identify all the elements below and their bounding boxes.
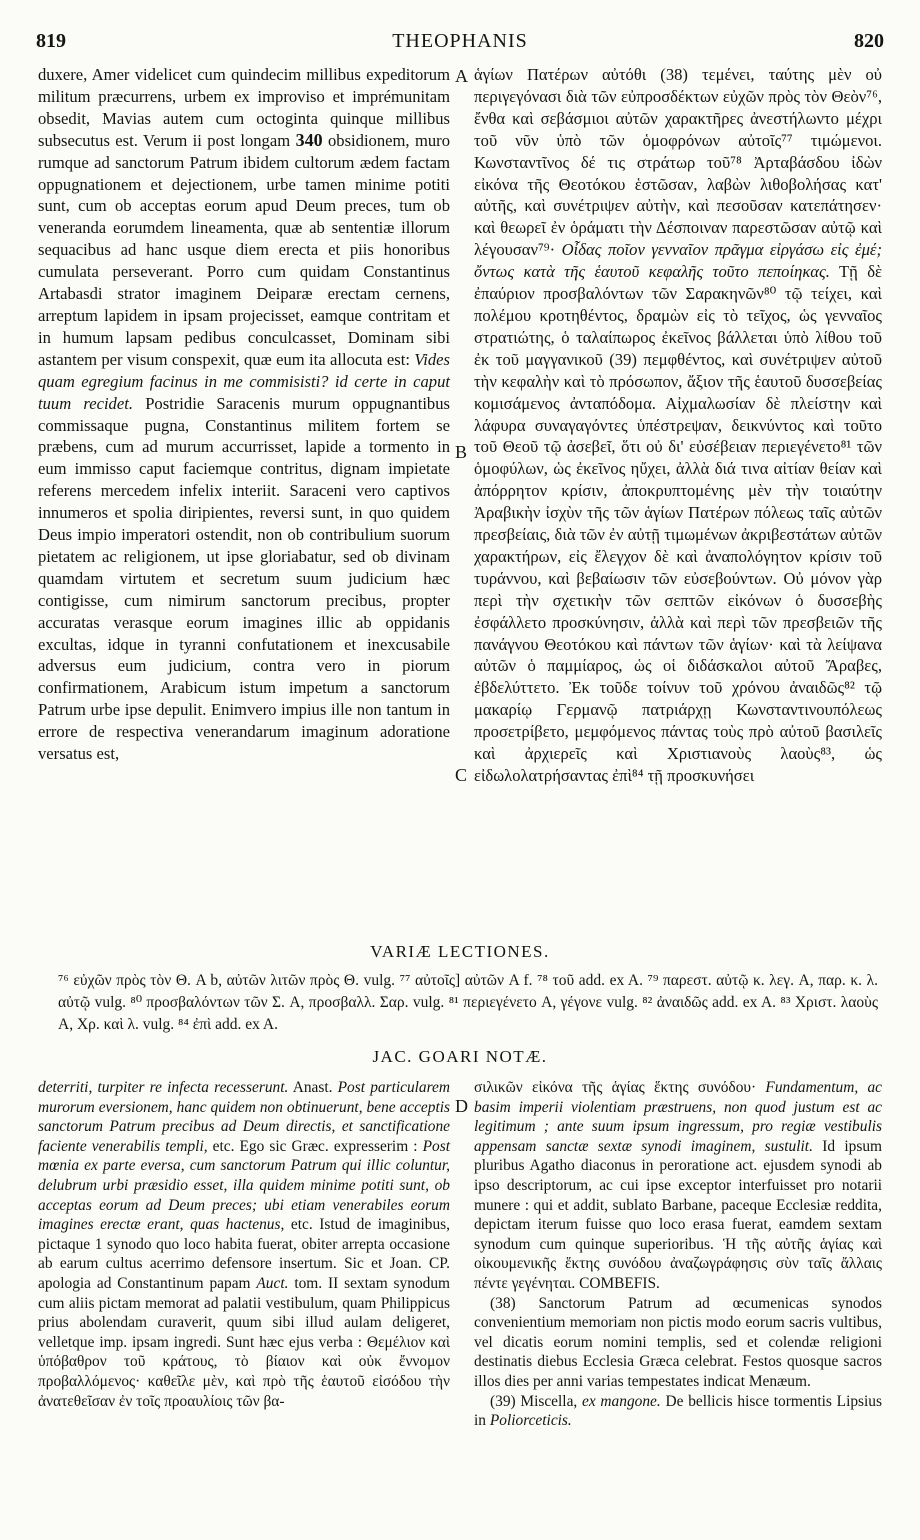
greek-text-2: Τῇ δὲ ἐπαύριον προσβαλόντων τῶν Σαρακηνῶν⁸⁰ τῷ τείχει, καὶ πολέμου κροτηθέντος, δραμὼν εἰς τὸ τεῖχος, ὡς γενναῖος στρατιώτης, ὁ ταλαίπωρος ἐκεῖνος βάλλεται ὑπὸ λίθου τοῦ ἐκ τοῦ μαγγανικοῦ (39) πεμφθέντος, καὶ συνέτριψεν αὐτοῦ τὴν κεφαλὴν καὶ τὸ πρόσωπον, ἄξιον τῆς ἑαυτοῦ δυσσεβείας κομισάμενος ἀνταπόδομα. Αἰχμαλωσίαν δὲ πλείστην καὶ λάφυρα συναγαγόντες ὑπέστρεψαν, δεικνύντος καὶ τοῦτο τοῦ Θεοῦ τῷ ἀσεβεῖ, ὅτι οὐ δι' εὐσέβειαν περιεγένετο⁸¹ τῶν ὁμοφύλων, ὡς ἐκεῖνος ηὔχει, ἀλλὰ διά τινα αἰτίαν θείαν καὶ ἀπόρρητον κρίσιν, ἀποκρυπτομένης μὲν τὴν τοιαύτην Ἀραβικὴν ἰσχὺν τῆς τῶν ἁγίων Πατέρων πόλεως ταῖς αὐτῶν πρεσβείαις, διὰ τῶν ἐν αὐτῇ τιμωμένων ἀκριβεστάτων αὐτῶν χαρακτήρων, εἰς ἔλεγχον δὲ καὶ ἀναπολόγητον κρίσιν τοῦ τυράννου, καὶ βεβαίωσιν τῶν εὐσεβούντων. Οὐ μόνον γὰρ περὶ τὴν σχετικὴν τῶν σεπτῶν εἰκόνων ὁ δυσσεβὴς ἐσφάλλετο προσκύνησιν, ἀλλὰ καὶ περὶ τῶν πρεσβειῶν τῆς πανάγνου Θεοτόκου καὶ πάντων τῶν ἁγίων· καὶ τὰ λείψανα αὐτῶν ὁ παμμίαρος, ὡς οἱ διδάσκαλοι αὐτοῦ Ἄραβες, ἐβδελύττετο. Ἐκ τοῦδε τοίνυν τοῦ χρόνου ἀναιδῶς⁸² τῷ μακαρίῳ Γερμανῷ πατριάρχῃ Κωνσταντινουπόλεως προσετρίβετο, μεμφόμενος πάντας τοὺς πρὸ αὐτοῦ βασιλεῖς καὶ ἀρχιερεῖς καὶ Χριστιανοὺς λαοὺς⁸³, ὡς εἰδωλολατρήσαντας ἐπὶ⁸⁴ τῇ προσκυνήσει [474,262,882,785]
note-italic-1: deterriti, turpiter re infecta recesserunt. [38,1079,289,1096]
note-39-italic: ex mangone. [582,1392,661,1410]
note-text-3: etc. Istud de imaginibus, pictaque 1 synodo quo loco habita fuerat, obiter arrepta occasione ab earum cultus acerrimo defensore insertum. Sic et Joan. CP. apologia ad Constantinum papam [38,1216,451,1292]
greek-paragraph [474,64,882,787]
page-number-right: 820 [854,30,884,52]
note-39-italic-2: Poliorceticis. [489,1412,572,1430]
notes-right-column [474,1078,882,1431]
note-38: (38) Sanctorum Patrum ad œcumenicas synodos convenientium memoriam non pictis modo eorum sacris vultibus, vel dicatis eorum nomini templis, sed et colendæ religioni destinatis diebus Ecclesia Græca celebrat. Festos quosque sacros illos dies per anni varias tempestates indicat Menæum. [474,1294,882,1390]
running-header [36,30,884,60]
margin-letter-d: D [455,1096,468,1116]
margin-page-number: 340 [295,129,323,150]
notes-left-column [38,1078,450,1411]
latin-quote: Vides quam egregium facinus in me commisisti? id certe in caput tuum recidet. [38,349,450,413]
note-signature: COMBEFIS. [579,1274,660,1292]
note-text-2: etc. Ego sic Græc. expresserim : [212,1137,418,1155]
note-right-italic: Fundamentum, ac basim imperii violentiam præstruens, non quod justum est ac legitimum ; ante suum ipsum ingressum, pro regiæ vestibulis appensam sanctæ sextæ synodi imaginem, sustulit. [474,1079,882,1155]
running-title: THEOPHANIS [392,30,528,52]
latin-column [38,64,450,765]
note-continued-right [474,1078,882,1294]
note-39-text-b: De bellicis hisce tormentis Lipsius in [474,1392,882,1430]
note-italic-3: Post mœnia ex parte eversa, cum sanctorum Patrum qui illic coluntur, delubrum urbi præsidio esset, illa quidem minime potiti sunt, ob acceptas eorum ad Deum preces; ubi etiam venerabiles eorum imagines erectæ erant, quas hactenus, [38,1137,450,1234]
margin-letter-a: A [455,66,468,86]
greek-quote: Οἶδας ποῖον γενναῖον πρᾶγμα εἰργάσω εἰς ἐμέ; ὄντως κατὰ τῆς ἑαυτοῦ κεφαλῆς τοῦτο πεποίηκας. [474,240,882,282]
variae-lectiones: ⁷⁶ εὐχῶν πρὸς τὸν Θ. A b, αὐτῶν λιτῶν πρὸς Θ. vulg. ⁷⁷ αὐτοῖς] αὐτῶν A f. ⁷⁸ τοῦ add. ex A. ⁷⁹ παρεστ. αὐτῷ κ. λεγ. A, παρ. κ. λ. αὐτῷ vulg. ⁸⁰ προσβαλόντων τῶν Σ. A, προσβαλλ. Σαρ. vulg. ⁸¹ περιεγένετο A, γέγονε vulg. ⁸² ἀναιδῶς add. ex A. ⁸³ Χριστ. λαοὺς A, Χρ. καὶ λ. vulg. ⁸⁴ ἐπὶ add. ex A. [58,972,878,1033]
page-number-left: 819 [36,30,66,52]
note-right-text-1: σιλικῶν εἰκόνα τῆς ἁγίας ἕκτης συνόδου· [474,1079,757,1096]
margin-letter-c: C [455,765,468,785]
greek-text-1: ἁγίων Πατέρων αὐτόθι (38) τεμένει, ταύτης μὲν οὐ περιγεγόνασι διὰ τῶν εὐπροσδέκτων εὐχῶν πρὸς τὸν Θεὸν⁷⁶, ἔνθα καὶ σεβάσμιοι αὐτῶν χαρακτῆρες ἀνεστήλωντο μέχρι τοῦ νῦν ὑπὸ τῶν ὁμοφρόνων αὐτοῖς⁷⁷ τιμώμενοι. Κωνσταντῖνος δέ τις στράτωρ τοῦ⁷⁸ Ἀρταβάσδου ἰδὼν εἰκόνα τῆς Θεοτόκου ἑστῶσαν, λαβὼν λιθοβολήσας κατ' αὐτῆς, καὶ συνέτριψεν αὐτὴν, καὶ πεσοῦσαν κατεπάτησεν· καὶ θεωρεῖ ἐν ὁράματι τὴν Δέσποιναν παρεστῶσαν αὐτῷ καὶ λέγουσαν⁷⁹· [474,65,882,260]
latin-text-3: Postridie Saracenis murum oppugnantibus commissaque pugna, Constantinus militem fortem se præbens, cum ad murum accurrisset, lapide a tormento in eum immisso caput faciemque contritus, dignam impietate referens mercedem infelix interiit. Saraceni vero captivos innumeros et spolia diripientes, reversi sunt, in quo quidem Deus impio imperatori ostendit, non ob contribulium suorum pietatem ac religionem, ut ipse gloriabatur, sed ob divinam quamdam virtutem et secretum suum judicium hæc contigisse, cum nimirum sanctorum precibus, propter accuratas verasque eorum imagines illic ab oppidanis excultas, idque in tyranni confutationem et inexcusabile adversus eum judicium, contra vero in piorum confirmationem, Arabicum istum impetum a sanctorum Patrum urbe ipse depulit. Enimvero impius ille non tantum in errore de respectiva venerandarum imaginum adoratione versatus est, [38,393,450,764]
notae-heading: JAC. GOARI NOTÆ. [372,1047,548,1066]
latin-text-2: obsidionem, muro rumque ad sanctorum Patrum ibidem cultorum ædem factam oppugnationem et dejectionem, urbe tamen minime potiti sunt, cum ob acceptas eorum apud Deum preces, tum ob veneranda eorumdem lineamenta, quæ ab sententiæ illorum sequacibus ad hanc usque diem erecta et piis honoribus cumulata perseverant. Porro cum quidam Constantinus Artabasdi strator imaginem Deiparæ erectam cernens, arreptum lapidem in ipsam projecisset, eamque contritam et in humum lapsam pedibus conculcasset, Dominam sibi astantem per visum conspexit, quæ eum ita allocuta est: [38,130,451,369]
note-39-text-a: (39) Miscella, [490,1392,578,1410]
note-right-text-2: Id ipsum pluribus Agatho diaconus in peroratione act. ejusdem synodi ab ipso descriptorum, ac cui ipse exceptor interfuisset pro notarii munere : qui et addit, sublato Barbane, paceque Ecclesiæ reddita, depictam iterum fuisse quo loco erasa fuerat, eamdem sextam synodum cum quinque superioribus. Ἡ τῆς αὐτῆς ἁγίας καὶ οἰκουμενικῆς ἕκτης συνόδου ἀναζωγράφησις σὺν ταῖς ἄλλαις πέντε γεγένηται. [474,1137,883,1292]
margin-letter-b: B [455,442,468,462]
note-italic-2: Post particularem murorum eversionem, hanc quidem non obtinuerunt, bene acceptis sanctorum Patrum precibus ad Deum directis, et sanctificatione faciente venerabilis templi, [38,1079,450,1155]
note-italic-auct: Auct. [256,1274,289,1292]
variae-heading: VARIÆ LECTIONES. [370,942,550,961]
greek-column [474,64,882,787]
note-continued [38,1078,450,1411]
note-text-1: Anast. [292,1079,333,1096]
note-text-4: tom. II sextam synodum cum aliis pictam memorat ad palatii vestibulum, quam Philippicus prius abolendam curaverit, quum sibi illud aulam deligeret, velletque imp. ipsam ingredi. Sunt hæc ejus verba : Θεμέλιον καὶ ὑπόβαθρον τοῦ κράτους, τὸ βίαιον καὶ οὐκ ἔννομον προβαλλόμενος· καθεῖλε μὲν, καὶ πρὸ τῆς ἑαυτοῦ εἰσόδου τὴν ἀνατεθεῖσαν ἐν τοῖς προαυλίοις τῶν βα- [38,1274,450,1410]
latin-paragraph [38,64,450,765]
note-39 [474,1392,882,1431]
latin-text-1: duxere, Amer videlicet cum quindecim millibus expeditorum militum præcurrens, urbem ex improviso et imprémunitam obsedit, Mavias autem cum octoginta quinque millibus subsecutus est. Verum ii post longam [38,65,450,150]
